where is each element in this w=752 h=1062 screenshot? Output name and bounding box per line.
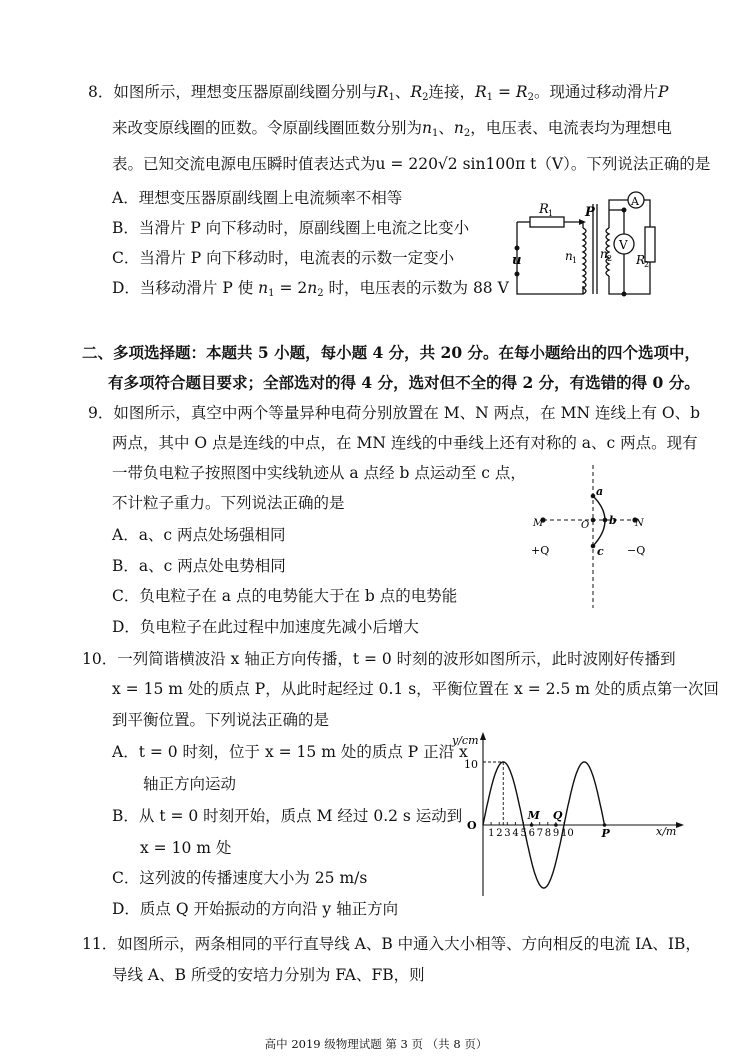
svg-text:1: 1 [548,209,554,218]
x-tick-label: 3 [504,828,511,839]
voltmeter-icon: V [619,238,628,252]
x-tick-label: 7 [536,828,544,839]
q10-option-d: D．质点 Q 开始振动的方向沿 y 轴正方向 [112,900,399,918]
label-n1: n [565,249,573,263]
q11-line-1: 11．如图所示，两条相同的平行直导线 A、B 中通入大小相等、方向相反的电流 IA、IB， [82,935,701,953]
label-r2: R [636,253,646,267]
q10-line-1: 10．一列简谐横波沿 x 轴正方向传播，t = 0 时刻的波形如图所示，此时波刚好传播到 [82,650,676,668]
y-axis-label: y/cm [452,734,479,747]
q8-text: 8．如图所示，理想变压器原副线圈分别与 [88,83,377,101]
q10-line-2: x = 15 m 处的质点 P，从此时起经过 0.1 s，平衡位置在 x = 2.5 m 处的质点第一次回 [112,680,719,698]
wave-chart [450,728,690,898]
q9-option-b: B．a、c 两点处电势相同 [112,557,286,575]
point-q [554,823,558,827]
q8-option-d: D．当移动滑片 P 使 $n_1 = 2n_2$ 时，电压表的示数为 88 V [112,279,509,299]
label-minus-q: −Q [627,544,646,557]
q9-option-c: C．负电粒子在 a 点的电势能大于在 b 点的电势能 [112,587,458,605]
q9-line-2: 两点，其中 O 点是连线的中点，在 MN 连线的中垂线上还有对称的 a、c 两点。现有 [112,434,698,452]
ammeter-icon: A [631,195,639,208]
q8-text: ，电压表、电流表均为理想电 [470,119,672,137]
origin-label: O [467,819,477,832]
q8-text: 、 [438,119,454,137]
x-axis-label: x/m [656,825,677,838]
q8-text: 。现通过移动滑片 [533,83,658,101]
q8-line-3 [112,154,710,174]
q10-option-b-1: B．从 t = 0 时刻开始，质点 M 经过 0.2 s 运动到 [112,807,463,825]
x-tick-label: 2 [496,828,503,839]
section-2-heading: 二、多项选择题：本题共 5 小题，每小题 4 分，共 20 分。在每小题给出的四个选项中， [82,343,701,362]
svg-text:2: 2 [644,260,650,269]
label-r1: R [539,202,549,217]
transformer-circuit-diagram [500,182,665,302]
q8-formula: u = 220√2 sin100π t（V）。下列说法正确的是 [375,155,711,173]
x-tick-label: 8 [544,828,552,839]
q8-option-b: B．当滑片 P 向下移动时，原副线圈上电流之比变小 [112,219,470,237]
q8-option-c: C．当滑片 P 向下移动时，电流表的示数一定变小 [112,249,455,267]
x-axis-arrow-icon [676,822,684,828]
q8-option-a: A．理想变压器原副线圈上电流频率不相等 [112,189,403,207]
label-b: b [609,514,617,527]
label-n2: n [600,247,608,261]
page-footer: 高中 2019 级物理试题 第 3 页 （共 8 页） [264,1037,488,1051]
label-n: N [635,518,644,529]
y-tick-label: 10 [464,758,478,771]
q10-option-a-2: 轴正方向运动 [143,775,237,793]
q8-line-1: 8．如图所示，理想变压器原副线圈分别与$R_1$、$R_2$连接，$R_1 = R_2$。现通过移动滑片P [88,83,669,103]
label-plus-q: +Q [531,544,550,557]
x-tick-label: 9 [552,828,560,839]
q11-line-2: 导线 A、B 所受的安培力分别为 FA、FB，则 [112,966,425,984]
q10-option-a-1: A．t = 0 时刻，位于 x = 15 m 处的质点 P 正沿 x [112,743,468,761]
q9-option-a: A．a、c 两点处场强相同 [112,526,286,544]
q8-text: 、 [394,83,411,101]
label-u: u [512,253,522,268]
point-label-q: Q [552,809,563,822]
label-p: P [585,205,595,220]
q8-text: 时，电压表的示数为 88 V [328,279,509,297]
svg-text:2: 2 [607,254,613,263]
point-label-p: P [601,827,610,840]
label-o: O [581,520,590,531]
x-tick-label: 1 [488,828,495,839]
q8-text: 表。已知交流电源电压瞬时值表达式为 [112,155,376,173]
q9-line-3: 一带负电粒子按照图中实线轨迹从 a 点经 b 点运动至 c 点， [112,464,526,482]
q8-text: D．当移动滑片 P 使 [112,279,254,297]
label-m: M [533,518,544,529]
y-axis-arrow-icon [480,732,486,740]
q10-option-c: C．这列波的传播速度大小为 25 m/s [112,869,368,887]
x-tick-label: 4 [512,828,519,839]
q8-text: 连接， [428,83,475,101]
svg-text:1: 1 [572,256,578,265]
x-tick-label: 5 [520,828,527,839]
point-m [530,823,534,827]
q8-text: 来改变原线圈的匝数。令原副线圈匝数分别为 [112,119,423,137]
q9-line-4: 不计粒子重力。下列说法正确的是 [112,494,345,512]
q9-line-1: 9．如图所示，真空中两个等量异种电荷分别放置在 M、N 两点，在 MN 连线上有 O、b [88,404,700,422]
label-a: a [596,485,604,498]
section-2-rules: 有多项符合题目要求；全部选对的得 4 分，选对但不全的得 2 分，有选错的得 0 分。 [108,373,700,392]
point-label-m: M [527,809,540,822]
q10-line-3: 到平衡位置。下列说法正确的是 [112,711,330,729]
x-tick-label: 10 [561,828,574,839]
q9-option-d: D．负电粒子在此过程中加速度先减小后增大 [112,618,419,636]
label-c: c [597,545,604,558]
x-tick-label: 6 [528,828,535,839]
q8-line-2: 来改变原线圈的匝数。令原副线圈匝数分别为$n_1$、$n_2$，电压表、电流表均为理想电 [112,119,672,139]
q10-option-b-2: x = 10 m 处 [140,839,232,857]
dipole-charges-diagram [525,460,660,610]
